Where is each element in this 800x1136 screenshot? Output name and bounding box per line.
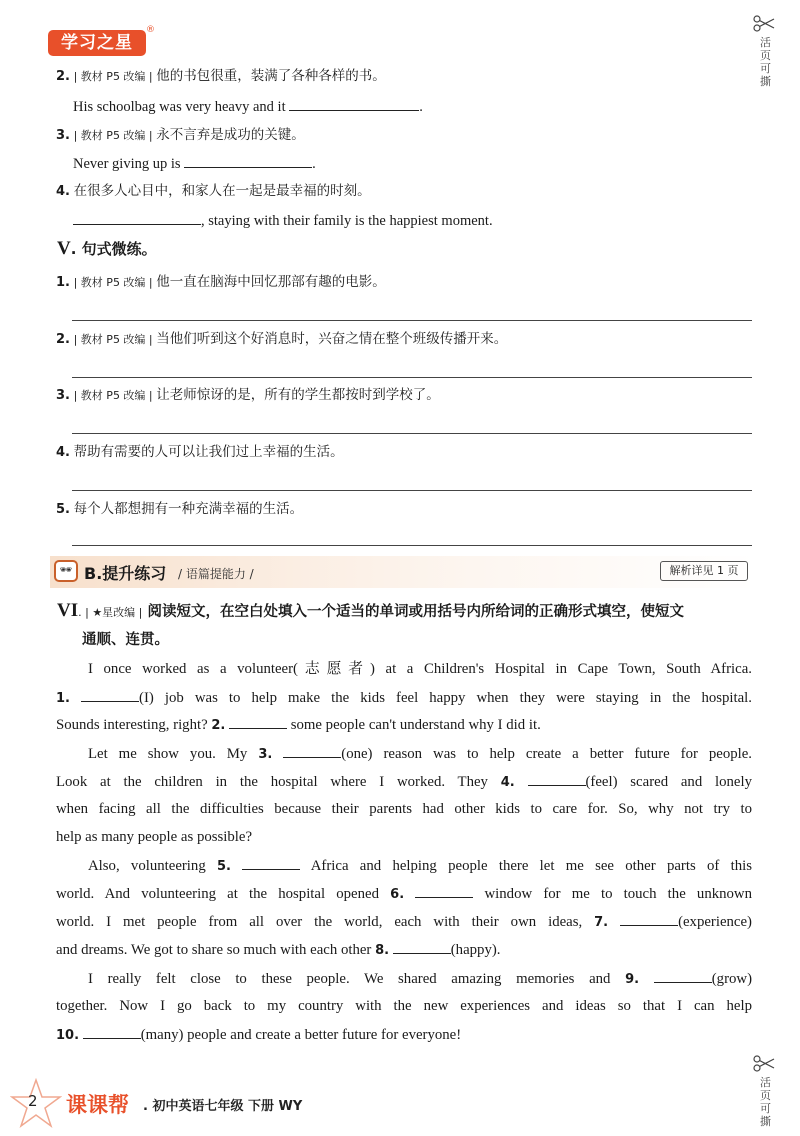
writing-line[interactable] <box>72 490 752 491</box>
blank-number: 10. <box>56 1028 80 1043</box>
question-number: 5. <box>56 502 70 517</box>
passage-text: I really felt close to these people. We shared amazing memories and <box>88 971 611 987</box>
sentence-item-3 <box>56 385 440 406</box>
passage-line <box>56 827 752 847</box>
passage-line <box>56 939 752 961</box>
blank-number: 9. <box>625 972 640 987</box>
source-tag: . | ★星改编 | <box>78 606 143 619</box>
blank-number: 3. <box>258 747 273 762</box>
english-lead: His schoolbag was very heavy and it <box>73 99 286 115</box>
chinese-sentence: 帮助有需要的人可以让我们过上幸福的生活。 <box>73 444 344 460</box>
chinese-sentence: 让老师惊讶的是，所有的学生都按时到学校了。 <box>156 387 440 403</box>
question-number: 4. <box>56 445 70 460</box>
passage-text: together. Now I go back to my country with the new experiences and ideas so that I can help <box>56 998 752 1014</box>
passage-line <box>56 771 752 793</box>
blank-number: 1. <box>56 691 70 706</box>
passage-text: world. And volunteering at the hospital opened <box>56 886 379 902</box>
writing-line[interactable] <box>72 545 752 546</box>
answer-blank[interactable] <box>415 883 473 898</box>
question-4-english <box>73 210 493 231</box>
question-2-prompt <box>56 66 386 87</box>
writing-line[interactable] <box>72 320 752 321</box>
part-b-title: B.提升练习 <box>84 564 167 583</box>
sentence-item-4 <box>56 442 344 463</box>
passage-text: Africa and helping people there let me see other parts of this <box>310 858 752 874</box>
passage-text: (I) job was to help make the kids feel happy when they were staying in the hospital. <box>139 690 752 706</box>
passage-line <box>88 743 752 765</box>
sentence-item-1 <box>56 272 386 293</box>
chinese-sentence: 当他们听到这个好消息时，兴奋之情在整个班级传播开来。 <box>156 331 508 347</box>
question-3-prompt <box>56 125 305 146</box>
answer-blank[interactable] <box>184 153 312 168</box>
source-tag: | 教材 P5 改编 | <box>73 389 153 402</box>
passage-text: Sounds interesting, right? <box>56 717 208 733</box>
passage-text: (happy). <box>450 942 501 958</box>
passage-text: help as many people as possible? <box>56 829 253 845</box>
english-lead: Never giving up is <box>73 156 181 172</box>
passage-line <box>56 687 752 709</box>
english-end: . <box>312 156 316 172</box>
passage-text: when facing all the difficulties because their parents had other kids to care for. So, why not try to <box>56 801 752 817</box>
scissors-icon <box>752 14 776 34</box>
chinese-sentence: 他一直在脑海中回忆那部有趣的电影。 <box>156 274 386 290</box>
section-vi-title <box>57 600 684 622</box>
answer-blank[interactable] <box>283 743 341 758</box>
passage-text: (grow) <box>711 971 753 987</box>
passage-text: (feel) scared and lonely <box>585 774 752 790</box>
question-number: 2. <box>56 332 70 347</box>
passage-text: Let me show you. My <box>88 746 248 762</box>
passage-text: I once worked as a volunteer(志愿者) at a Children's Hospital in Cape Town, South Africa. <box>88 661 752 677</box>
passage-text: some people can't understand why I did it. <box>290 717 541 733</box>
english-rest: , staying with their family is the happiest moment. <box>201 213 493 229</box>
question-2-english <box>73 96 423 117</box>
passage-text: (many) people and create a better future for everyone! <box>140 1027 462 1043</box>
answer-blank[interactable] <box>528 771 586 786</box>
question-number: 2. <box>56 69 70 84</box>
sentence-item-2 <box>56 329 507 350</box>
passage-text: (one) reason was to help create a better future for people. <box>341 746 752 762</box>
answer-blank[interactable] <box>620 911 678 926</box>
writing-line[interactable] <box>72 433 752 434</box>
passage-line <box>88 659 752 679</box>
passage-text: window for me to touch the unknown <box>484 886 753 902</box>
chinese-sentence: 每个人都想拥有一种充满幸福的生活。 <box>73 501 304 517</box>
scissors-icon <box>752 1054 776 1074</box>
section-instruction: 阅读短文，在空白处填入一个适当的单词或用括号内所给词的正确形式填空，使短文 <box>147 604 684 620</box>
tear-off-marker-top <box>750 14 782 86</box>
section-numeral: VI <box>57 600 79 621</box>
english-end: . <box>419 99 423 115</box>
part-b-subtitle: / 语篇提能力 / <box>178 567 254 581</box>
chinese-sentence: 他的书包很重，装满了各种各样的书。 <box>156 68 386 84</box>
passage-text: Look at the children in the hospital where I worked. They <box>56 774 488 790</box>
passage-line <box>56 996 752 1016</box>
question-number: 3. <box>56 388 70 403</box>
sunglasses-icon: 🕶 <box>54 560 78 582</box>
passage-text: (experience) <box>678 914 752 930</box>
answer-blank[interactable] <box>81 687 139 702</box>
passage-line <box>88 968 752 990</box>
registered-mark: ® <box>146 25 155 35</box>
tear-off-label: 活页可撕 <box>760 36 771 88</box>
blank-number: 7. <box>594 915 609 930</box>
source-tag: | 教材 P5 改编 | <box>73 129 153 142</box>
passage-line <box>56 883 752 905</box>
footer-brand: 课课帮 <box>66 1093 129 1117</box>
brand-logo: 学习之星 <box>48 30 146 56</box>
question-number: 1. <box>56 275 70 290</box>
chinese-sentence: 永不言弃是成功的关键。 <box>156 127 305 143</box>
question-number: 4. <box>56 184 70 199</box>
chinese-sentence: 在很多人心目中，和家人在一起是最幸福的时刻。 <box>73 183 371 199</box>
passage-text: Also, volunteering <box>88 858 206 874</box>
blank-number: 6. <box>390 887 405 902</box>
answer-blank[interactable] <box>73 210 201 225</box>
section-v-title <box>57 238 157 260</box>
source-tag: | 教材 P5 改编 | <box>73 276 153 289</box>
answer-blank[interactable] <box>83 1024 141 1039</box>
passage-line <box>56 1024 752 1046</box>
answer-blank[interactable] <box>393 939 451 954</box>
source-tag: | 教材 P5 改编 | <box>73 333 153 346</box>
passage-text: and dreams. We got to share so much with each other <box>56 942 372 958</box>
answer-blank[interactable] <box>242 855 300 870</box>
passage-line <box>88 855 752 877</box>
section-instruction-continued: 通顺、连贯。 <box>82 632 169 648</box>
passage-line <box>56 799 752 819</box>
answer-reference-badge: 解析详见 1 页 <box>660 561 748 581</box>
passage-line <box>56 911 752 933</box>
page-footer <box>6 1070 346 1130</box>
course-info: . 初中英语七年级 下册 WY <box>143 1099 303 1114</box>
sentence-item-5 <box>56 499 303 520</box>
tear-off-marker-bottom <box>750 1054 782 1126</box>
blank-number: 5. <box>217 859 231 874</box>
writing-line[interactable] <box>72 377 752 378</box>
section-heading: . 句式微练。 <box>70 240 157 258</box>
answer-blank[interactable] <box>654 968 712 983</box>
section-numeral: V <box>57 238 71 259</box>
blank-number: 8. <box>375 943 390 958</box>
passage-line <box>56 714 752 736</box>
page-number: 2 <box>28 1092 38 1110</box>
tear-off-label: 活页可撕 <box>760 1076 771 1128</box>
question-4-prompt <box>56 181 371 202</box>
answer-blank[interactable] <box>289 96 419 111</box>
blank-number: 4. <box>500 775 515 790</box>
passage-text: world. I met people from all over the world, each with their own ideas, <box>56 914 583 930</box>
answer-blank[interactable] <box>229 714 287 729</box>
question-number: 3. <box>56 128 70 143</box>
source-tag: | 教材 P5 改编 | <box>73 70 153 83</box>
blank-number: 2. <box>211 718 226 733</box>
question-3-english <box>73 153 316 174</box>
